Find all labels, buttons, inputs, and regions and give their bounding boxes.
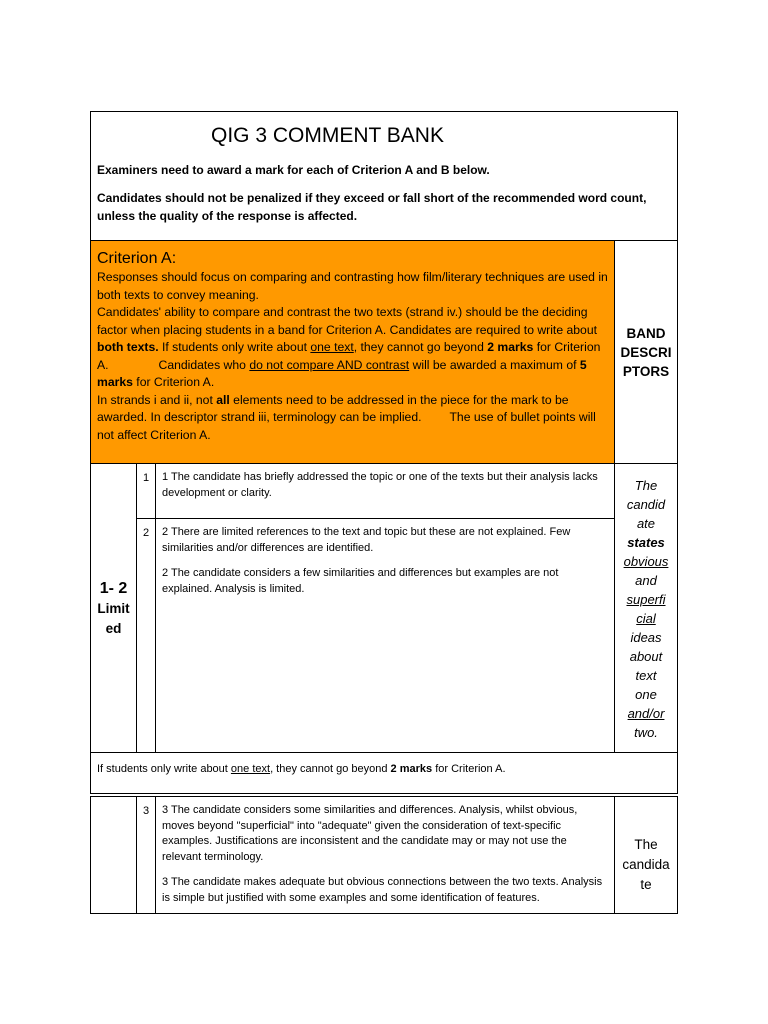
band-summary-cell (614, 796, 678, 914)
note-bold: 2 marks (390, 763, 433, 775)
mark-number: 3 (136, 796, 156, 914)
note-text: for Criterion A. (432, 763, 506, 775)
descriptor-cell (155, 463, 615, 519)
page-title: QIG 3 COMMENT BANK (211, 124, 444, 147)
band-summary-text: obvious (623, 554, 669, 569)
crit-bold: 2 marks (487, 340, 534, 354)
crit-underline: do not compare AND contrast (249, 357, 410, 372)
band-summary-text: one (635, 687, 657, 702)
crit-text: Responses should focus on comparing and contrasting how film/literary techniques are used in both texts to convey meaning. (97, 270, 608, 302)
criterion-a-title: Criterion A: (97, 250, 177, 267)
descriptor-text: 3 The candidate makes adequate but obvious connections between the two texts. Analysis is simple but justified with some examples and some identification of features. (162, 876, 603, 904)
header-box (90, 111, 678, 241)
crit-text: will be awarded a maximum of (409, 357, 580, 372)
mark-number: 2 (136, 518, 156, 753)
band-label (91, 579, 136, 639)
band-summary-text: states (627, 535, 665, 550)
band-range: 1- 2 (99, 580, 128, 597)
band-descriptors-text: BAND (626, 325, 666, 341)
band-summary-text: and/or (627, 706, 665, 721)
crit-text: In strands i and ii, not (97, 392, 217, 407)
crit-text: The use of bullet points will not affect Criterion A. (97, 410, 596, 442)
note-row (90, 752, 678, 794)
band-summary-text: The (634, 478, 658, 493)
mark-number: 1 (136, 463, 156, 519)
crit-text: If students only write about (158, 340, 311, 354)
band-summary-text: text (635, 668, 657, 683)
crit-underline: one text (310, 340, 354, 354)
band-label-cell (90, 796, 137, 914)
crit-text: for Criterion A. (132, 375, 215, 389)
crit-text: Candidates' ability to compare and contrast the two texts (strand iv.) should be the deciding factor when placing students in a band for Criterion A. Candidates are required to write about (97, 305, 597, 337)
descriptor-text: 2 The candidate considers a few similarities and differences but examples are not explained. Analysis is limited. (162, 567, 559, 595)
descriptor-cell (155, 796, 615, 914)
criterion-a-box (90, 240, 615, 464)
crit-text: Candidates who (158, 357, 250, 372)
note-text: If students only write about (97, 763, 231, 775)
band-summary-cell (614, 463, 678, 753)
band-summary-text: two. (634, 725, 658, 740)
band-name: Limit (97, 601, 130, 616)
descriptor-text: 1 The candidate has briefly addressed the topic or one of the texts but their analysis lacks development or clarity. (162, 471, 598, 499)
band-name: ed (105, 621, 122, 636)
note-underline: one text (230, 763, 271, 775)
crit-text: for Criterion A. (97, 340, 601, 372)
descriptor-text: 2 There are limited references to the text and topic but these are not explained. Few similarities and/or differences are identified. (162, 526, 571, 554)
note-text: , they cannot go beyond (270, 763, 391, 775)
band-summary-text: about (629, 649, 663, 664)
descriptor-text: 3 The candidate considers some similarities and differences. Analysis, whilst obvious, moves beyond "superficial" into "adequate" given the consideration of text-specific examples. Justifications are inconsistent and the candidate may or may not use the relevant terminology. (162, 804, 578, 863)
crit-bold: both texts. (97, 340, 159, 354)
header-instruction-2: Candidates should not be penalized if they exceed or fall short of the recommended word count, unless the quality of the response is affected. (97, 191, 647, 223)
band-label-cell (90, 463, 137, 753)
band-summary-text: superfi (626, 592, 666, 607)
band-summary-text: and (635, 573, 657, 588)
band-summary-text: candida (622, 857, 670, 872)
band-descriptors-text: DESCRI (620, 344, 672, 360)
header-instruction-1: Examiners need to award a mark for each of Criterion A and B below. (97, 163, 490, 177)
crit-text: , they cannot go beyond (353, 340, 488, 354)
crit-bold: 5 marks (97, 357, 587, 389)
band-summary-text: The (634, 837, 658, 852)
band-descriptors-header (614, 240, 678, 464)
crit-bold: all (216, 392, 230, 407)
band-summary-text: te (640, 877, 652, 892)
band-summary-text: ideas (630, 630, 662, 645)
band-summary-text: cial (636, 611, 656, 626)
band-summary-text: ate (636, 516, 656, 531)
crit-text: elements need to be addressed in the piece for the mark to be awarded. In descriptor strand iii, terminology can be implied. (97, 392, 569, 424)
band-descriptors-text: PTORS (622, 363, 670, 379)
criterion-a-body (97, 269, 608, 444)
band-summary-text: candid (626, 497, 666, 512)
descriptor-cell (155, 518, 615, 753)
